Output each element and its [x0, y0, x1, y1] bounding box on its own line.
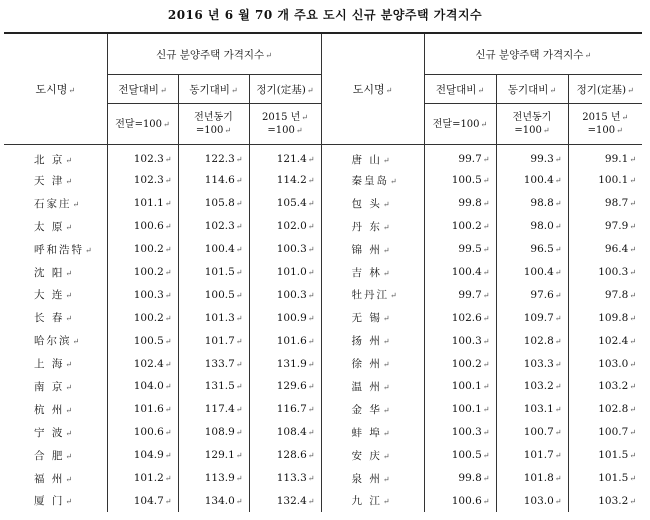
fixed-value-left: 100.9↵	[249, 306, 321, 329]
yoy-value-left: 114.6↵	[178, 169, 249, 192]
group-header-left: 신규 분양주택 가격지수↵	[107, 33, 321, 75]
fixed-value-right: 101.5↵	[568, 444, 642, 467]
price-index-table	[4, 32, 642, 512]
fixed-value-right: 97.8↵	[568, 283, 642, 306]
mom-base-left: 전달=100↵	[107, 104, 178, 145]
mom-value-left: 100.5↵	[107, 329, 178, 352]
table-row	[4, 238, 642, 261]
fixed-value-right: 100.7↵	[568, 421, 642, 444]
yoy-value-right: 109.7↵	[496, 306, 568, 329]
fixed-value-right: 98.7↵	[568, 192, 642, 215]
city-name-left: 上 海↵	[4, 352, 107, 375]
mom-value-left: 100.3↵	[107, 283, 178, 306]
city-name-right: 安 庆↵	[321, 444, 424, 467]
yoy-value-left: 101.7↵	[178, 329, 249, 352]
table-row	[4, 306, 642, 329]
mom-value-left: 102.3↵	[107, 169, 178, 192]
fixed-value-right: 97.9↵	[568, 215, 642, 238]
city-name-right: 徐 州↵	[321, 352, 424, 375]
group-header-right: 신규 분양주택 가격지수↵	[424, 33, 642, 75]
mom-header-right: 전달대비↵	[424, 75, 496, 104]
mom-value-right: 100.2↵	[424, 215, 496, 238]
yoy-header-right: 동기대비↵	[496, 75, 568, 104]
city-name-left: 太 原↵	[4, 215, 107, 238]
city-name-right: 蚌 埠↵	[321, 421, 424, 444]
fixed-value-right: 101.5↵	[568, 467, 642, 490]
fixed-value-right: 99.1↵	[568, 145, 642, 170]
city-name-left: 合 肥↵	[4, 444, 107, 467]
table-row	[4, 169, 642, 192]
mom-value-right: 100.3↵	[424, 329, 496, 352]
mom-value-left: 100.6↵	[107, 215, 178, 238]
mom-base-right: 전달=100↵	[424, 104, 496, 145]
mom-value-right: 100.1↵	[424, 375, 496, 398]
mom-value-left: 104.0↵	[107, 375, 178, 398]
city-name-left: 哈尔滨↵	[4, 329, 107, 352]
city-name-left: 沈 阳↵	[4, 261, 107, 284]
city-name-right: 包 头↵	[321, 192, 424, 215]
yoy-value-left: 122.3↵	[178, 145, 249, 170]
yoy-value-right: 100.7↵	[496, 421, 568, 444]
table-row	[4, 352, 642, 375]
mom-value-left: 100.2↵	[107, 261, 178, 284]
table-row	[4, 145, 642, 170]
mom-value-left: 101.2↵	[107, 467, 178, 490]
mom-value-right: 100.5↵	[424, 444, 496, 467]
city-name-right: 唐 山↵	[321, 145, 424, 170]
document-title: 2016 년 6 월 70 개 주요 도시 신규 분양주택 가격지수	[167, 8, 483, 22]
mom-value-left: 104.7↵	[107, 489, 178, 512]
fixed-value-right: 109.8↵	[568, 306, 642, 329]
city-name-right: 丹 东↵	[321, 215, 424, 238]
mom-value-left: 102.4↵	[107, 352, 178, 375]
table-row	[4, 329, 642, 352]
mom-value-right: 99.5↵	[424, 238, 496, 261]
yoy-value-right: 103.0↵	[496, 489, 568, 512]
city-name-left: 厦 门↵	[4, 489, 107, 512]
fixed-value-left: 102.0↵	[249, 215, 321, 238]
fixed-value-right: 103.2↵	[568, 375, 642, 398]
fixed-value-right: 103.2↵	[568, 489, 642, 512]
city-name-left: 呼和浩特↵	[4, 238, 107, 261]
city-name-left: 北 京↵	[4, 145, 107, 170]
yoy-value-left: 102.3↵	[178, 215, 249, 238]
city-name-right: 扬 州↵	[321, 329, 424, 352]
fixed-value-right: 103.0↵	[568, 352, 642, 375]
fixed-base-left: 2015 년↵ =100↵	[249, 104, 321, 145]
fixed-value-right: 102.4↵	[568, 329, 642, 352]
mom-value-left: 100.2↵	[107, 238, 178, 261]
city-name-right: 温 州↵	[321, 375, 424, 398]
yoy-header-left: 동기대비↵	[178, 75, 249, 104]
city-name-right: 锦 州↵	[321, 238, 424, 261]
mom-value-left: 104.9↵	[107, 444, 178, 467]
mom-value-right: 100.3↵	[424, 421, 496, 444]
fixed-value-left: 128.6↵	[249, 444, 321, 467]
mom-value-right: 99.8↵	[424, 467, 496, 490]
yoy-value-right: 103.2↵	[496, 375, 568, 398]
mom-value-right: 100.4↵	[424, 261, 496, 284]
city-name-right: 秦皇岛↵	[321, 169, 424, 192]
fixed-value-left: 100.3↵	[249, 283, 321, 306]
city-column-header: 도시명↵	[4, 33, 107, 145]
fixed-value-left: 105.4↵	[249, 192, 321, 215]
table-row	[4, 375, 642, 398]
yoy-value-right: 100.4↵	[496, 261, 568, 284]
city-column-header-right: 도시명↵	[321, 33, 424, 145]
mom-value-right: 99.8↵	[424, 192, 496, 215]
yoy-value-left: 100.5↵	[178, 283, 249, 306]
mom-value-left: 100.2↵	[107, 306, 178, 329]
yoy-value-left: 134.0↵	[178, 489, 249, 512]
yoy-value-right: 96.5↵	[496, 238, 568, 261]
table-row	[4, 398, 642, 421]
mom-value-right: 100.2↵	[424, 352, 496, 375]
mom-value-right: 100.1↵	[424, 398, 496, 421]
city-name-left: 大 连↵	[4, 283, 107, 306]
fixed-value-left: 131.9↵	[249, 352, 321, 375]
yoy-value-right: 99.3↵	[496, 145, 568, 170]
yoy-value-left: 131.5↵	[178, 375, 249, 398]
yoy-value-right: 98.0↵	[496, 215, 568, 238]
yoy-value-left: 108.9↵	[178, 421, 249, 444]
yoy-base-right: 전년동기=100↵	[496, 104, 568, 145]
mom-header-left: 전달대비↵	[107, 75, 178, 104]
fixed-value-left: 116.7↵	[249, 398, 321, 421]
city-name-right: 泉 州↵	[321, 467, 424, 490]
city-name-left: 南 京↵	[4, 375, 107, 398]
mom-value-right: 99.7↵	[424, 283, 496, 306]
yoy-value-right: 103.3↵	[496, 352, 568, 375]
fixed-base-right: 2015 년↵ =100↵	[568, 104, 642, 145]
yoy-value-left: 101.3↵	[178, 306, 249, 329]
yoy-value-right: 103.1↵	[496, 398, 568, 421]
yoy-value-right: 97.6↵	[496, 283, 568, 306]
fixed-header-left: 정기(定基)↵	[249, 75, 321, 104]
city-name-left: 杭 州↵	[4, 398, 107, 421]
mom-value-left: 101.1↵	[107, 192, 178, 215]
city-name-right: 吉 林↵	[321, 261, 424, 284]
table-row	[4, 192, 642, 215]
table-row	[4, 215, 642, 238]
yoy-value-right: 98.8↵	[496, 192, 568, 215]
yoy-value-right: 101.8↵	[496, 467, 568, 490]
yoy-value-right: 101.7↵	[496, 444, 568, 467]
city-name-left: 宁 波↵	[4, 421, 107, 444]
fixed-value-right: 100.3↵	[568, 261, 642, 284]
fixed-value-left: 121.4↵	[249, 145, 321, 170]
fixed-value-right: 102.8↵	[568, 398, 642, 421]
yoy-value-right: 100.4↵	[496, 169, 568, 192]
fixed-value-left: 101.6↵	[249, 329, 321, 352]
fixed-value-left: 101.0↵	[249, 261, 321, 284]
fixed-value-left: 129.6↵	[249, 375, 321, 398]
yoy-value-left: 133.7↵	[178, 352, 249, 375]
mom-value-right: 102.6↵	[424, 306, 496, 329]
fixed-value-left: 113.3↵	[249, 467, 321, 490]
mom-value-left: 101.6↵	[107, 398, 178, 421]
mom-value-right: 100.5↵	[424, 169, 496, 192]
city-name-left: 长 春↵	[4, 306, 107, 329]
city-name-right: 九 江↵	[321, 489, 424, 512]
yoy-value-left: 101.5↵	[178, 261, 249, 284]
mom-value-left: 100.6↵	[107, 421, 178, 444]
mom-value-right: 99.7↵	[424, 145, 496, 170]
yoy-value-left: 129.1↵	[178, 444, 249, 467]
table-row	[4, 489, 642, 512]
yoy-value-left: 105.8↵	[178, 192, 249, 215]
yoy-base-left: 전년동기=100↵	[178, 104, 249, 145]
fixed-value-right: 96.4↵	[568, 238, 642, 261]
fixed-value-left: 100.3↵	[249, 238, 321, 261]
table-row	[4, 261, 642, 284]
yoy-value-left: 100.4↵	[178, 238, 249, 261]
city-name-left: 福 州↵	[4, 467, 107, 490]
city-name-right: 无 锡↵	[321, 306, 424, 329]
city-name-left: 石家庄↵	[4, 192, 107, 215]
yoy-value-left: 117.4↵	[178, 398, 249, 421]
city-name-right: 牡丹江↵	[321, 283, 424, 306]
fixed-value-left: 108.4↵	[249, 421, 321, 444]
fixed-value-right: 100.1↵	[568, 169, 642, 192]
fixed-value-left: 132.4↵	[249, 489, 321, 512]
table-row	[4, 421, 642, 444]
table-row	[4, 283, 642, 306]
city-name-right: 金 华↵	[321, 398, 424, 421]
table-body	[4, 145, 642, 513]
fixed-value-left: 114.2↵	[249, 169, 321, 192]
table-row	[4, 467, 642, 490]
city-name-left: 天 津↵	[4, 169, 107, 192]
mom-value-left: 102.3↵	[107, 145, 178, 170]
table-row	[4, 444, 642, 467]
mom-value-right: 100.6↵	[424, 489, 496, 512]
yoy-value-left: 113.9↵	[178, 467, 249, 490]
yoy-value-right: 102.8↵	[496, 329, 568, 352]
table-header	[4, 33, 642, 145]
fixed-header-right: 정기(定基)↵	[568, 75, 642, 104]
